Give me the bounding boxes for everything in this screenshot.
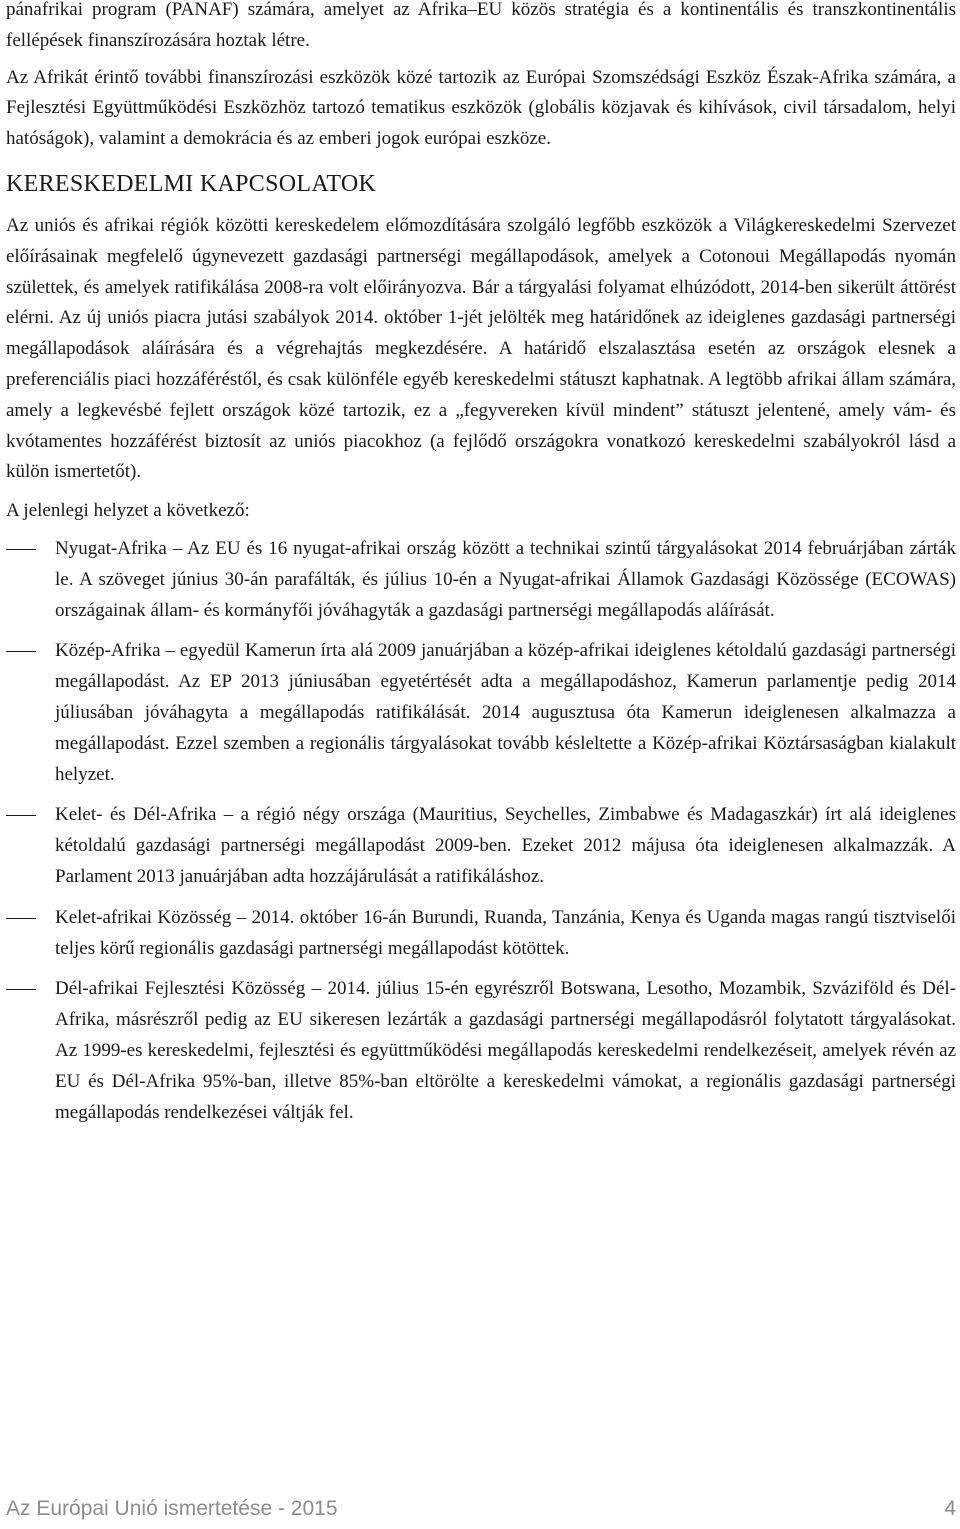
list-item-text: Közép-Afrika – egyedül Kamerun írta alá 2009 januárjában a közép-afrikai ideiglenes kétoldalú gazdasági partnerségi megállapodást. Az EP 2013 júniusában egyetértését adta a megállapodáshoz, Kamerun parlamentje pedig 2014 júliusában jóváhagyta a megállapodás ratifikálását. 2014 augusztusa óta Kamerun ideiglenesen alkalmazza a megállapodást. Ezzel szemben a regionális tárgyalásokat tovább késleltette a Közép-afrikai Köztársaságban kialakult helyzet. bbox=[55, 640, 956, 785]
section-heading: KERESKEDELMI KAPCSOLATOK bbox=[6, 170, 377, 197]
page-footer bbox=[6, 1494, 956, 1524]
list-intro: A jelenlegi helyzet a következő: bbox=[6, 500, 250, 522]
paragraph-trade-relations: Az uniós és afrikai régiók közötti kereskedelem előmozdítására szolgáló legfőbb eszközök a Világkereskedelmi Szervezet előírásainak megfelelő úgynevezett gazdasági partnerségi megállapodások, amelyek a Cotonoui Megállapodás nyomán születtek, és amelyek ratifikálása 2008-ra volt előirányozva. Bár a tárgyalási folyamat elhúzódott, 2014-ben sikerült áttörést elérni. Az új uniós piacra jutási szabályok 2014. október 1-jét jelölték meg határidőnek az ideiglenes gazdasági partnerségi megállapodások aláírására és a végrehajtás megkezdésére. A határidő elszalasztása esetén az országok elesnek a preferenciális piaci hozzáféréstől, és csak különféle egyéb kereskedelmi státuszt kaphatnak. A legtöbb afrikai állam számára, amely a legkevésbé fejlett országok közé tartozik, ez a „fegyvereken kívül mindent” státuszt jelentené, amely vám- és kvótamentes hozzáférést biztosít az uniós piacokhoz (a fejlődő országokra vonatkozó kereskedelmi szabályokról lásd a külön ismertetőt). bbox=[6, 214, 956, 483]
footer-title: Az Európai Unió ismertetése - 2015 bbox=[6, 1497, 338, 1520]
list-item-sadc bbox=[6, 974, 956, 1128]
list-item-west-africa bbox=[6, 534, 956, 626]
paragraph-panaf: pánafrikai program (PANAF) számára, amelyet az Afrika–EU közös stratégia és a kontinentális és transzkontinentális fellépések finanszírozására hoztak létre. bbox=[6, 0, 956, 51]
dash-bullet bbox=[6, 918, 36, 919]
list-item-text: Kelet- és Dél-Afrika – a régió négy országa (Mauritius, Seychelles, Zimbabwe és Madagaszkár) írt alá ideiglenes kétoldalú gazdasági partnerségi megállapodást 2009-ben. Ezeket 2012 májusa óta ideiglenesen alkalmazzák. A Parlament 2013 januárjában adta hozzájárulását a ratifikáláshoz. bbox=[55, 804, 956, 887]
list-item-east-south-africa bbox=[6, 800, 956, 892]
list-item-central-africa bbox=[6, 636, 956, 790]
paragraph-financing-instruments: Az Afrikát érintő további finanszírozási eszközök közé tartozik az Európai Szomszédsági Eszköz Észak-Afrika számára, a Fejlesztési Együttműködési Eszközhöz tartozó tematikus eszközök (globális közjavak és kihívások, civil társadalom, helyi hatóságok), valamint a demokrácia és az emberi jogok európai eszköze. bbox=[6, 66, 956, 150]
dash-bullet bbox=[6, 651, 36, 652]
dash-bullet bbox=[6, 815, 36, 816]
list-item-eac bbox=[6, 903, 956, 965]
dash-bullet bbox=[6, 989, 36, 990]
list-item-text: Kelet-afrikai Közösség – 2014. október 16-án Burundi, Ruanda, Tanzánia, Kenya és Uganda magas rangú tisztviselői teljes körű regionális gazdasági partnerségi megállapodást kötöttek. bbox=[55, 906, 956, 959]
dash-bullet bbox=[6, 549, 36, 550]
document-page bbox=[6, 0, 956, 1138]
list-item-text: Dél-afrikai Fejlesztési Közösség – 2014. július 15-én egyrészről Botswana, Lesotho, Mozambik, Szváziföld és Dél-Afrika, másrészről pedig az EU sikeresen lezárták a gazdasági partnerségi megállapodásról folytatott tárgyalásokat. Az 1999-es kereskedelmi, fejlesztési és együttműködési megállapodás kereskedelmi rendelkezéseit, amelyek révén az EU és Dél-Afrika 95%-ban, illetve 85%-ban eltörölte a kereskedelmi vámokat, a regionális gazdasági partnerségi megállapodás rendelkezései váltják fel. bbox=[55, 978, 956, 1123]
list-item-text: Nyugat-Afrika – Az EU és 16 nyugat-afrikai ország között a technikai szintű tárgyalásokat 2014 februárjában zárták le. A szöveget június 30-án parafálták, és július 10-én a Nyugat-afrikai Államok Gazdasági Közössége (ECOWAS) országainak állam- és kormányfői jóváhagyták a gazdasági partnerségi megállapodás aláírását. bbox=[55, 537, 956, 621]
page-number: 4 bbox=[944, 1497, 956, 1520]
